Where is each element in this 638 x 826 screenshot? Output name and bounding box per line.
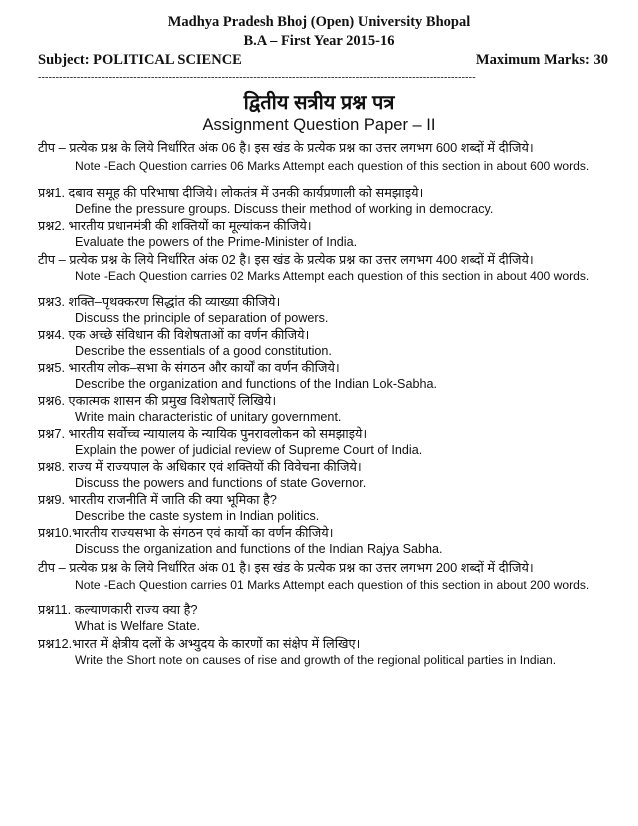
question-hindi: प्रश्न7. भारतीय सर्वोच्च न्यायालय के न्यायिक पुनरावलोकन को समझाइये। <box>38 426 368 441</box>
question-english: Define the pressure groups. Discuss their method of working in democracy. <box>75 202 494 216</box>
subject-row <box>38 52 608 69</box>
question-english: Discuss the organization and functions of the Indian Rajya Sabha. <box>75 542 443 556</box>
question-hindi: प्रश्न10.भारतीय राज्यसभा के संगठन एवं कार्यो का वर्णन कीजिये। <box>38 525 334 540</box>
question-hindi: प्रश्न4. एक अच्छे संविधान की विशेषताओं का वर्णन कीजिये। <box>38 327 310 342</box>
hindi-title: द्वितीय सत्रीय प्रश्न पत्र <box>243 92 395 114</box>
course-year: B.A – First Year 2015-16 <box>243 33 395 49</box>
question-english: Describe the caste system in Indian politics. <box>75 509 320 523</box>
header-separator: ---------------------------------------------------------------------------------------------------------------------------- <box>38 72 476 83</box>
question-english: Discuss the powers and functions of state Governor. <box>75 476 367 490</box>
max-marks-label: Maximum Marks: 30 <box>475 52 608 68</box>
question-hindi: प्रश्न8. राज्य में राज्यपाल के अधिकार एवं शक्तियों की विवेचना कीजिये। <box>38 459 362 474</box>
university-name: Madhya Pradesh Bhoj (Open) University Bhopal <box>167 14 471 30</box>
question-hindi: प्रश्न5. भारतीय लोक–सभा के संगठन और कार्यों का वर्णन कीजिये। <box>38 360 340 375</box>
section-note-hindi: टीप – प्रत्येक प्रश्न के लिये निर्धारित अंक 01 है। इस खंड के प्रत्येक प्रश्न का उत्तर लगभग 200 शब्दों में दीजिये। <box>38 560 534 575</box>
section-note-english: Note -Each Question carries 02 Marks Attempt each question of this section in about 400 words. <box>75 269 590 283</box>
paper-title: Assignment Question Paper – II <box>202 116 436 134</box>
section-note-hindi: टीप – प्रत्येक प्रश्न के लिये निर्धारित अंक 02 है। इस खंड के प्रत्येक प्रश्न का उत्तर लगभग 400 शब्दों में दीजिये। <box>38 252 534 267</box>
section-note-english: Note -Each Question carries 01 Marks Attempt each question of this section in about 200 words. <box>75 578 590 592</box>
question-english: Describe the essentials of a good constitution. <box>75 344 332 358</box>
question-english: What is Welfare State. <box>75 619 201 633</box>
question-english: Evaluate the powers of the Prime-Minister of India. <box>75 235 358 249</box>
subject-label: Subject: POLITICAL SCIENCE <box>38 52 242 68</box>
section-note-hindi: टीप – प्रत्येक प्रश्न के लिये निर्धारित अंक 06 है। इस खंड के प्रत्येक प्रश्न का उत्तर लगभग 600 शब्दों में दीजिये। <box>38 140 534 155</box>
question-hindi: प्रश्न12.भारत में क्षेत्रीय दलों के अभ्युदय के कारणों का संक्षेप में लिखिए। <box>38 636 361 651</box>
question-hindi: प्रश्न11. कल्याणकारी राज्य क्या है? <box>38 602 198 617</box>
question-hindi: प्रश्न2. भारतीय प्रधानमंत्री की शक्तियों का मूल्यांकन कीजिये। <box>38 218 312 233</box>
question-hindi: प्रश्न6. एकात्मक शासन की प्रमुख विशेषताऐं लिखिये। <box>38 393 277 408</box>
question-english: Write main characteristic of unitary government. <box>75 410 342 424</box>
question-english: Write the Short note on causes of rise and growth of the regional political parties in Indian. <box>75 653 557 667</box>
question-hindi: प्रश्न1. दबाव समूह की परिभाषा दीजिये। लोकतंत्र में उनकी कार्यप्रणाली को समझाइये। <box>38 185 424 200</box>
question-english: Describe the organization and functions of the Indian Lok-Sabha. <box>75 377 437 391</box>
question-english: Discuss the principle of separation of powers. <box>75 311 329 325</box>
section-note-english: Note -Each Question carries 06 Marks Attempt each question of this section in about 600 words. <box>75 159 590 173</box>
question-hindi: प्रश्न3. शक्ति–पृथक्करण सिद्धांत की व्याख्या कीजिये। <box>38 294 281 309</box>
question-english: Explain the power of judicial review of Supreme Court of India. <box>75 443 423 457</box>
question-hindi: प्रश्न9. भारतीय राजनीति में जाति की क्या भूमिका है? <box>38 492 277 507</box>
